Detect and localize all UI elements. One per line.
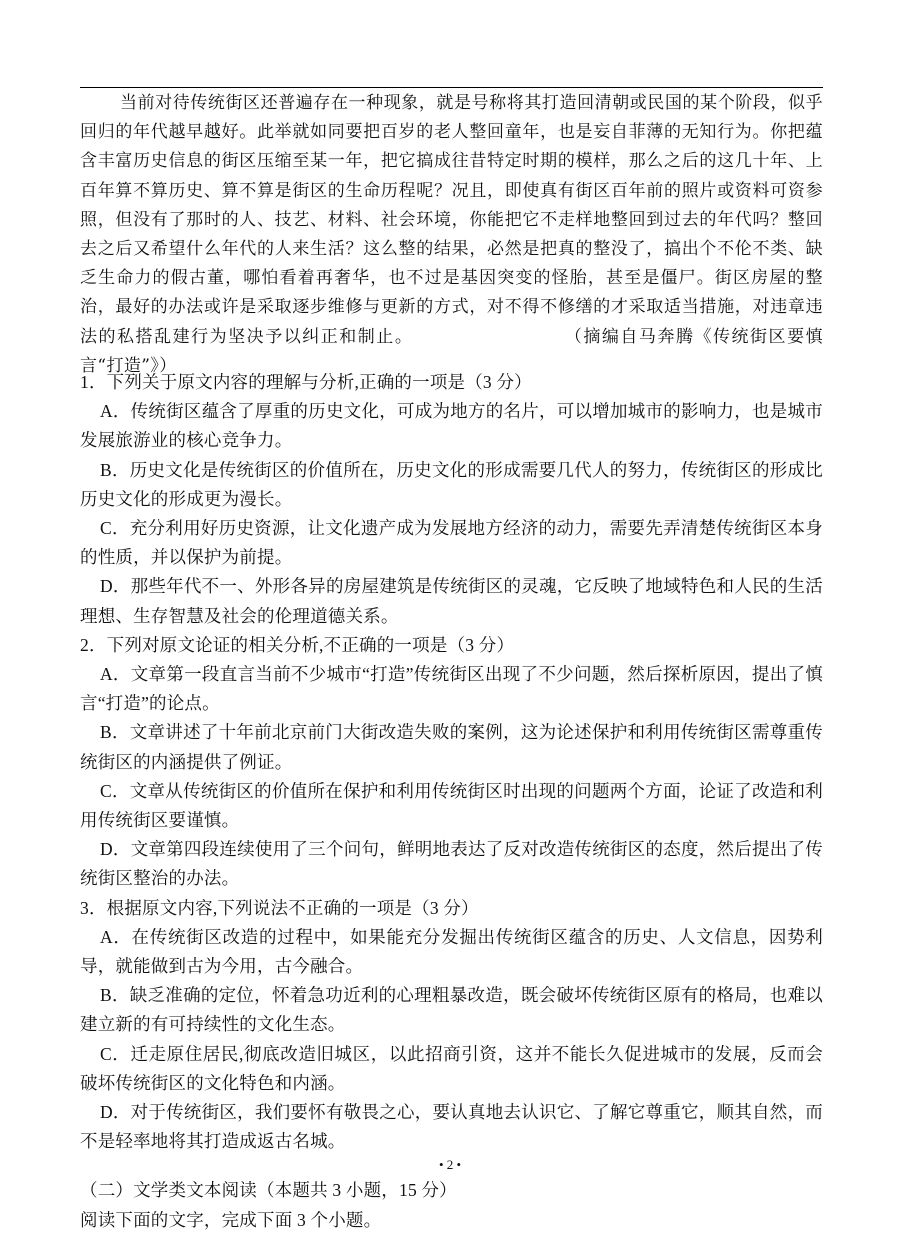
top-rule [80,87,823,88]
passage-text: 当前对待传统街区还普遍存在一种现象，就是号称将其打造回清朝或民国的某个阶段，似乎回归的年代越早越好。此举就如同要把百岁的老人整回童年，也是妄自菲薄的无知行为。你把蕴含丰富历史信息的街区压缩至某一年，把它搞成往昔特定时期的模样，那么之后的这几十年、上百年算不算历史、算不算是街区的生命历程呢？况且，即使真有街区百年前的照片或资料可资参照，但没有了那时的人、技艺、材料、社会环境，你能把它不走样地整回到过去的年代吗？整回去之后又希望什么年代的人来生活？这么整的结果，必然是把真的整没了，搞出个不伦不类、缺乏生命力的假古董，哪怕看着再奢华，也不过是基因突变的怪胎，甚至是僵尸。街区房屋的整治，最好的办法或许是采取逐步维修与更新的方式，对不得不修缮的才采取适当措施，对违章违法的私搭乱建行为坚决予以纠正和制止。 [80,93,823,347]
question-stem: 3．根据原文内容,下列说法不正确的一项是（3 分） [80,897,479,918]
question-stem: 1．下列关于原文内容的理解与分析,正确的一项是（3 分） [80,372,532,392]
option-a: A．文章第一段直言当前不少城市“打造”传统街区出现了不少问题，然后探析原因，提出了慎言“打造”的论点。 [80,664,823,714]
question-block [80,368,823,1235]
option-a: A．在传统街区改造的过程中，如果能充分发掘出传统街区蕴含的历史、人文信息，因势利导，就能做到古为今用，古今融合。 [80,926,823,977]
option-a: A．传统街区蕴含了厚重的历史文化，可成为地方的名片，可以增加城市的影响力，也是城市发展旅游业的核心竞争力。 [80,401,823,451]
option-d: D．那些年代不一、外形各异的房屋建筑是传统街区的灵魂，它反映了地域特色和人民的生活理想、生存智慧及社会的伦理道德关系。 [80,576,823,626]
option-d: D．文章第四段连续使用了三个问句，鲜明地表达了反对改造传统街区的态度，然后提出了传统街区整治的办法。 [80,839,823,889]
passage-source: （摘编自马奔腾《传统街区要慎言“打造”》） [80,326,823,376]
option-c: C．文章从传统街区的价值所在保护和利用传统街区时出现的问题两个方面，论证了改造和利用传统街区要谨慎。 [80,780,823,831]
section-heading: （二）文学类文本阅读（本题共 3 小题，15 分） [80,1180,457,1201]
section-instruction: 阅读下面的文字，完成下面 3 个小题。 [80,1209,382,1230]
reading-passage [80,89,823,381]
question-2 [80,631,823,894]
option-b: B．文章讲述了十年前北京前门大街改造失败的案例，这为论述保护和利用传统街区需尊重传统街区的内涵提供了例证。 [80,722,823,772]
option-b: B．历史文化是传统街区的价值所在，历史文化的形成需要几代人的努力，传统街区的形成比历史文化的形成更为漫长。 [80,459,823,509]
question-1 [80,368,823,631]
option-b: B．缺乏准确的定位，怀着急功近利的心理粗暴改造，既会破坏传统街区原有的格局，也难以建立新的有可持续性的文化生态。 [80,985,823,1035]
question-3 [80,894,823,1157]
option-d: D．对于传统街区，我们要怀有敬畏之心，要认真地去认识它、了解它尊重它，顺其自然，而不是轻率地将其打造成返古名城。 [80,1102,823,1152]
option-c: C．迁走原住居民,彻底改造旧城区，以此招商引资，这并不能长久促进城市的发展，反而会破坏传统街区的文化特色和内涵。 [80,1043,823,1093]
page-number: • 2 • [438,1157,462,1172]
option-c: C．充分利用好历史资源，让文化遗产成为发展地方经济的动力，需要先弄清楚传统街区本身的性质，并以保护为前提。 [80,518,823,568]
question-stem: 2．下列对原文论证的相关分析,不正确的一项是（3 分） [80,634,515,655]
